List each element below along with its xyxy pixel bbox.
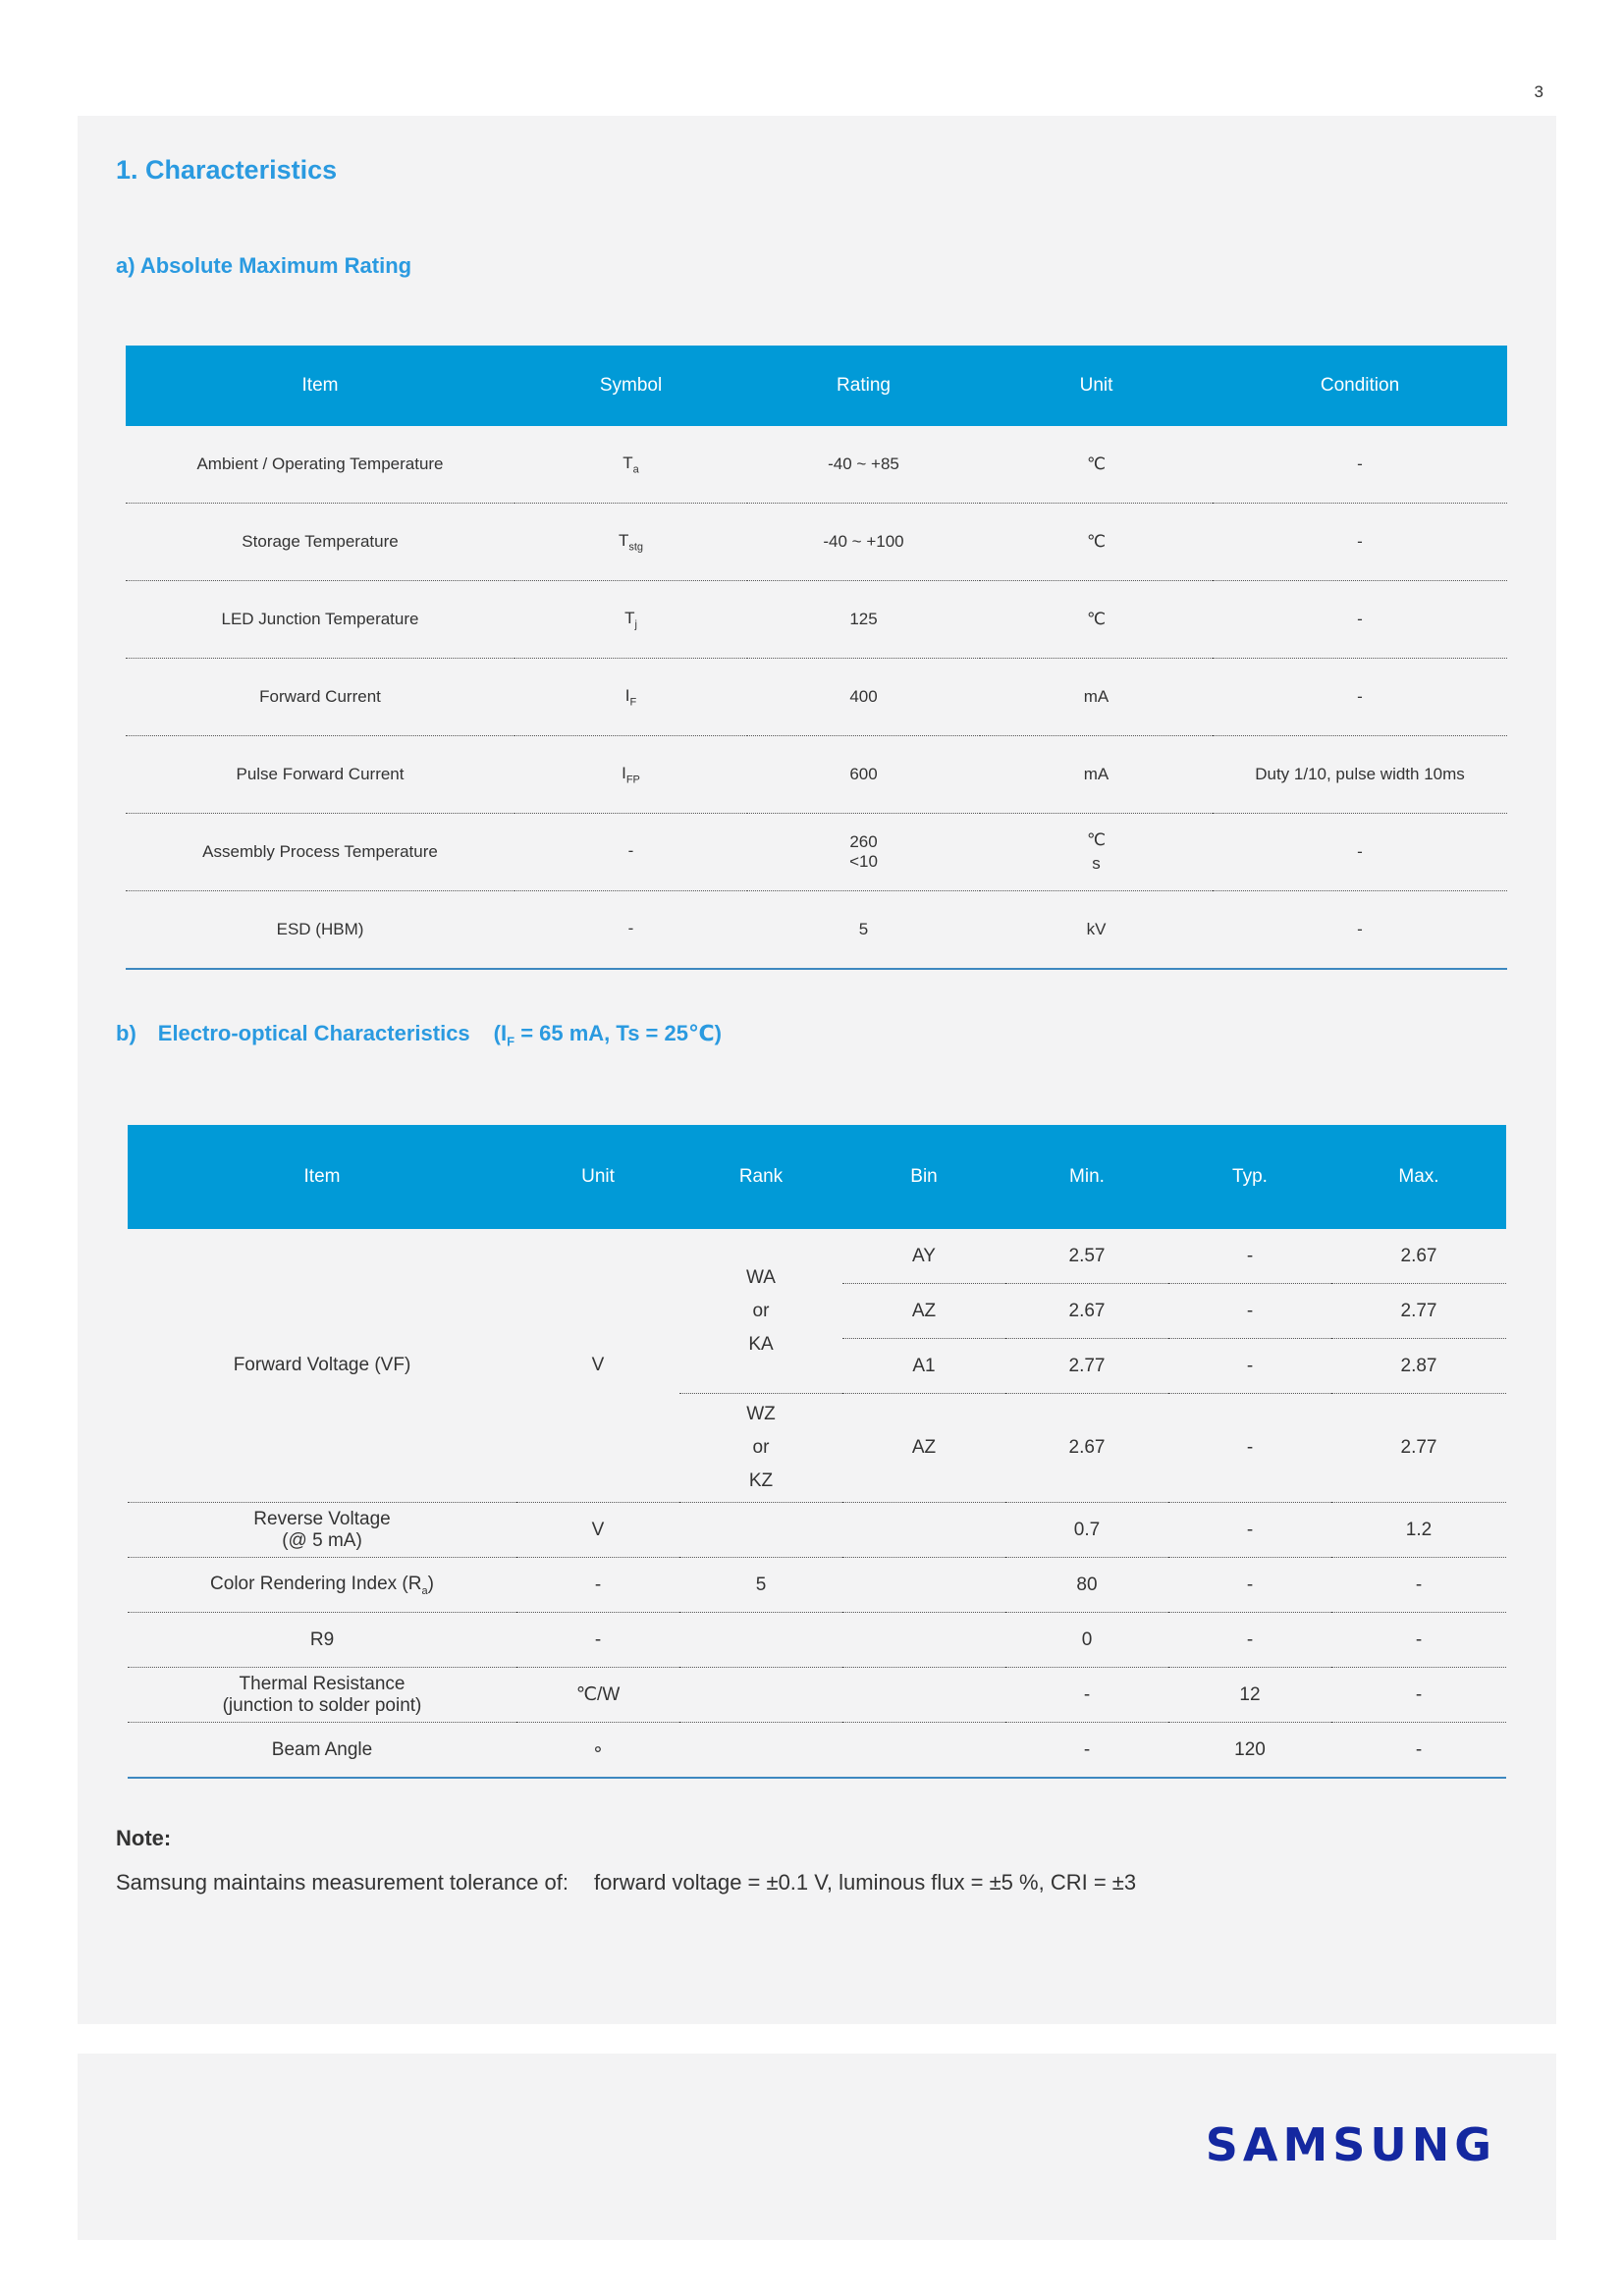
typ-cell: - [1168, 1229, 1331, 1284]
min-cell: - [1005, 1723, 1168, 1779]
table-row [126, 504, 1507, 581]
header-condition: Condition [1213, 346, 1507, 426]
typ-cell: - [1168, 1394, 1331, 1503]
table-row [128, 1668, 1506, 1723]
note-text: Samsung maintains measurement tolerance of: forward voltage = ±0.1 V, luminous flux = ±5 %, CRI = ±3 [116, 1870, 1137, 1895]
item-cell: Reverse Voltage (@ 5 mA) [128, 1503, 516, 1558]
subsection-title-a: a) Absolute Maximum Rating [116, 253, 412, 278]
symbol-cell: - [514, 891, 747, 970]
unit-cell: ℃ [980, 581, 1213, 659]
item-cell: Storage Temperature [126, 504, 514, 581]
bin-cell [842, 1558, 1005, 1613]
min-cell: 2.77 [1005, 1339, 1168, 1394]
max-cell: - [1331, 1613, 1506, 1668]
item-cell: Pulse Forward Current [126, 736, 514, 814]
table-row [126, 659, 1507, 736]
condition-cell: - [1213, 504, 1507, 581]
bin-cell [842, 1613, 1005, 1668]
min-cell: 0 [1005, 1613, 1168, 1668]
symbol-cell: $T_a$ [514, 426, 747, 504]
min-cell: 2.67 [1005, 1284, 1168, 1339]
table-row [126, 426, 1507, 504]
symbol-cell: - [514, 814, 747, 891]
bin-cell: A1 [842, 1339, 1005, 1394]
typ-cell: - [1168, 1503, 1331, 1558]
max-cell: 2.77 [1331, 1394, 1506, 1503]
electro-optical-table [128, 1125, 1506, 1779]
condition-cell: - [1213, 581, 1507, 659]
rating-cell: 5 [747, 891, 980, 970]
header-rating: Rating [747, 346, 980, 426]
typ-cell: - [1168, 1558, 1331, 1613]
header-symbol: Symbol [514, 346, 747, 426]
header-max: Max. [1331, 1125, 1506, 1229]
table-row [128, 1503, 1506, 1558]
bin-cell [842, 1723, 1005, 1779]
rank-cell [679, 1723, 842, 1779]
bin-cell: AZ [842, 1284, 1005, 1339]
absolute-maximum-rating-table [126, 346, 1507, 970]
item-cell: Beam Angle [128, 1723, 516, 1779]
item-cell: R9 [128, 1613, 516, 1668]
section-title: 1. Characteristics [116, 155, 338, 185]
table-row [126, 814, 1507, 891]
page-number: 3 [1534, 82, 1543, 101]
header-typ: Typ. [1168, 1125, 1331, 1229]
bin-cell: AZ [842, 1394, 1005, 1503]
note-title: Note: [116, 1826, 172, 1850]
item-cell: Color Rendering Index $(R_a)$ [128, 1558, 516, 1613]
min-cell: 80 [1005, 1558, 1168, 1613]
symbol-cell: $I_F$ [514, 659, 747, 736]
unit-cell: ∘ [516, 1723, 679, 1779]
unit-cell: ℃ [980, 504, 1213, 581]
subsection-title-b: b) Electro-optical Characteristics ($I_F = 65$ mA, Ts = 25℃) [116, 1021, 722, 1049]
bin-cell: AY [842, 1229, 1005, 1284]
unit-cell: V [516, 1229, 679, 1503]
min-cell: 2.67 [1005, 1394, 1168, 1503]
unit-cell: ℃ [980, 426, 1213, 504]
typ-cell: 12 [1168, 1668, 1331, 1723]
item-cell: LED Junction Temperature [126, 581, 514, 659]
rank-cell: WA or KA [679, 1229, 842, 1394]
rating-cell: -40 ~ +100 [747, 504, 980, 581]
header-item: Item [128, 1125, 516, 1229]
rating-cell: 600 [747, 736, 980, 814]
max-cell: 2.67 [1331, 1229, 1506, 1284]
header-bin: Bin [842, 1125, 1005, 1229]
item-cell: Forward Current [126, 659, 514, 736]
item-cell: ESD (HBM) [126, 891, 514, 970]
bin-cell [842, 1668, 1005, 1723]
header-unit: Unit [980, 346, 1213, 426]
table-row [126, 891, 1507, 970]
table-header-row [128, 1125, 1506, 1229]
table-row [126, 736, 1507, 814]
item-cell: Thermal Resistance (junction to solder point) [128, 1668, 516, 1723]
typ-cell: - [1168, 1613, 1331, 1668]
max-cell: 2.87 [1331, 1339, 1506, 1394]
condition-cell: - [1213, 814, 1507, 891]
rating-cell: 125 [747, 581, 980, 659]
min-cell: - [1005, 1668, 1168, 1723]
symbol-cell: $T_{stg}$ [514, 504, 747, 581]
rank-cell: WZ or KZ [679, 1394, 842, 1503]
rank-cell [679, 1613, 842, 1668]
typ-cell: - [1168, 1339, 1331, 1394]
rank-cell [679, 1668, 842, 1723]
unit-cell: mA [980, 659, 1213, 736]
max-cell: 1.2 [1331, 1503, 1506, 1558]
rating-cell: 260 <10 [747, 814, 980, 891]
unit-cell: kV [980, 891, 1213, 970]
rating-cell: 400 [747, 659, 980, 736]
unit-cell: mA [980, 736, 1213, 814]
header-min: Min. [1005, 1125, 1168, 1229]
samsung-logo: SAMSUNG [1205, 2118, 1496, 2171]
typ-cell: - [1168, 1284, 1331, 1339]
table-row [128, 1558, 1506, 1613]
min-cell: 2.57 [1005, 1229, 1168, 1284]
table-row [126, 581, 1507, 659]
unit-cell: - [516, 1558, 679, 1613]
table-row [128, 1723, 1506, 1779]
item-cell: Assembly Process Temperature [126, 814, 514, 891]
header-unit: Unit [516, 1125, 679, 1229]
condition-cell: - [1213, 659, 1507, 736]
rank-cell: 5 [679, 1558, 842, 1613]
symbol-cell: $I_{FP}$ [514, 736, 747, 814]
max-cell: - [1331, 1558, 1506, 1613]
max-cell: - [1331, 1668, 1506, 1723]
condition-cell: - [1213, 426, 1507, 504]
typ-cell: 120 [1168, 1723, 1331, 1779]
bin-cell [842, 1503, 1005, 1558]
table-header-row [126, 346, 1507, 426]
condition-cell: - [1213, 891, 1507, 970]
rating-cell: -40 ~ +85 [747, 426, 980, 504]
symbol-cell: $T_j$ [514, 581, 747, 659]
max-cell: - [1331, 1723, 1506, 1779]
condition-cell: Duty 1/10, pulse width 10ms [1213, 736, 1507, 814]
rank-cell [679, 1503, 842, 1558]
table-row [128, 1613, 1506, 1668]
table-row [128, 1229, 1506, 1284]
min-cell: 0.7 [1005, 1503, 1168, 1558]
unit-cell: - [516, 1613, 679, 1668]
unit-cell: V [516, 1503, 679, 1558]
max-cell: 2.77 [1331, 1284, 1506, 1339]
unit-cell: ℃/W [516, 1668, 679, 1723]
header-rank: Rank [679, 1125, 842, 1229]
header-item: Item [126, 346, 514, 426]
item-cell: Forward Voltage (VF) [128, 1229, 516, 1503]
item-cell: Ambient / Operating Temperature [126, 426, 514, 504]
unit-cell: ℃ s [980, 814, 1213, 891]
